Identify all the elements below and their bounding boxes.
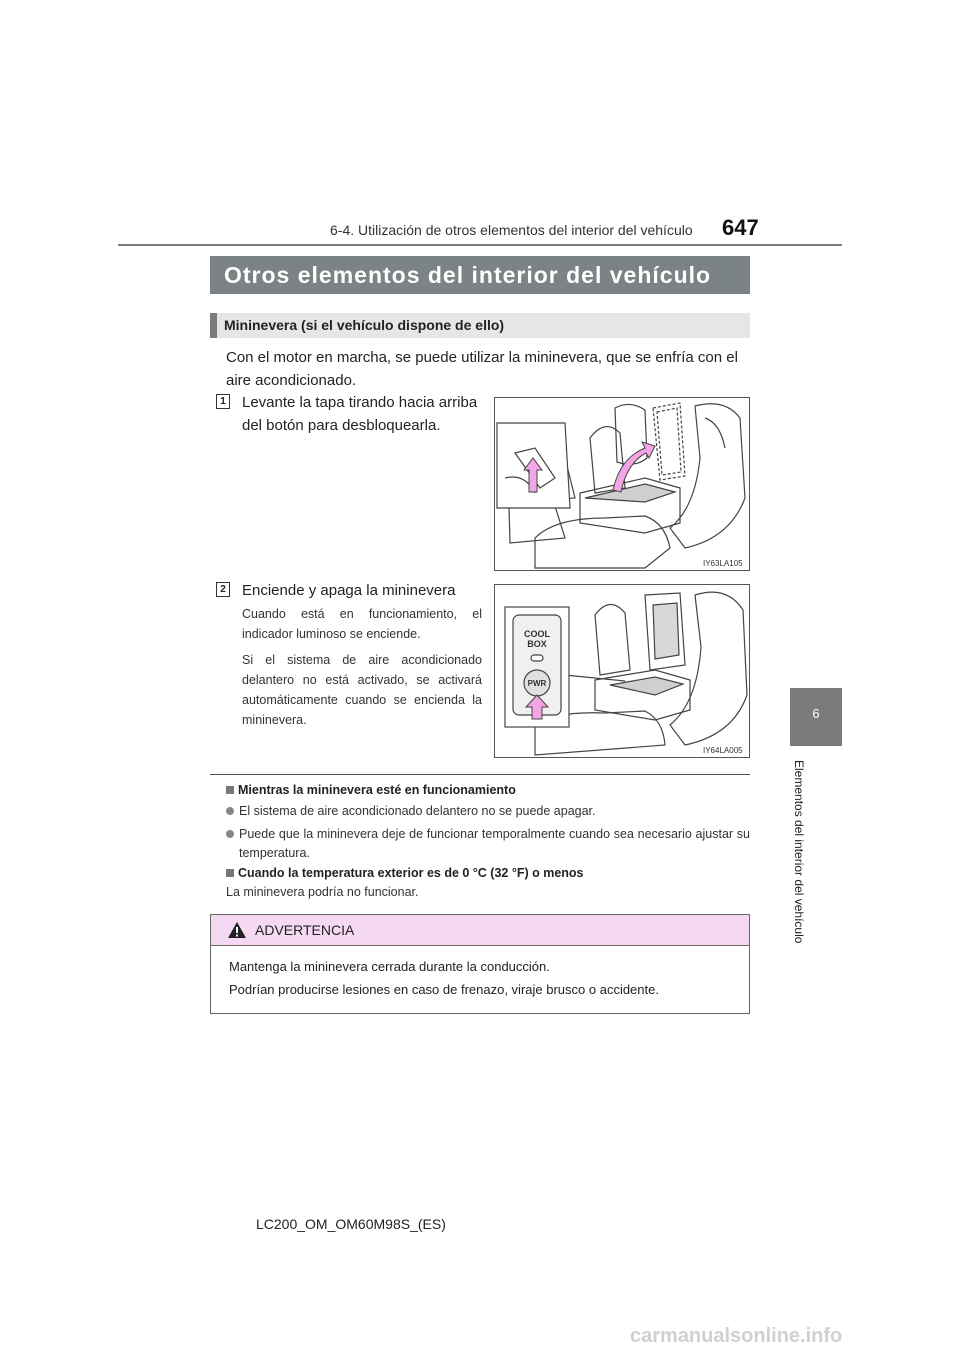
round-bullet-icon xyxy=(226,807,234,815)
chapter-side-label xyxy=(788,760,808,960)
round-bullet-icon xyxy=(226,830,234,838)
note-bullet xyxy=(239,802,750,821)
panel-pwr-label: PWR xyxy=(527,679,547,688)
chapter-tab-number: 6 xyxy=(812,706,820,721)
note-bullet-text: El sistema de aire acondicionado delantero no se puede apagar. xyxy=(239,804,596,818)
step-2-note-ac: Si el sistema de aire acondicionado delantero no está activado, se activará automáticamente cuando se encienda la mininevera. xyxy=(242,653,482,727)
panel-box-label: BOX xyxy=(527,639,547,649)
step-1-badge: 1 xyxy=(216,394,230,409)
note-bullet-text: Puede que la mininevera deje de funcionar temporalmente cuando sea necesario ajustar su temperatura. xyxy=(239,827,750,860)
note-heading-temperature-text: Cuando la temperatura exterior es de 0 °C (32 °F) o menos xyxy=(238,866,584,880)
section-path: 6-4. Utilización de otros elementos del interior del vehículo xyxy=(330,222,693,238)
illustration-lid-open xyxy=(494,397,750,571)
step-2-note-indicator: Cuando está en funcionamiento, el indicador luminoso se enciende. xyxy=(242,607,482,641)
footer-document-code: LC200_OM_OM60M98S_(ES) xyxy=(256,1216,446,1232)
note-heading-operation-text: Mientras la mininevera esté en funcionamiento xyxy=(238,783,516,797)
square-bullet-icon xyxy=(226,869,234,877)
section-divider xyxy=(210,774,750,775)
note-heading-temperature xyxy=(226,866,584,880)
subsection-heading-band xyxy=(210,313,750,338)
note-heading-operation xyxy=(226,783,516,797)
header-rule xyxy=(118,244,842,246)
page-number: 647 xyxy=(722,215,759,240)
illustration-1-code: IY63LA105 xyxy=(703,559,743,568)
step-2-text: Enciende y apaga la mininevera xyxy=(242,582,456,599)
note-body-temperature: La mininevera podría no funcionar. xyxy=(226,885,419,899)
warning-triangle-icon xyxy=(227,921,247,939)
step-1-text: Levante la tapa tirando hacia arriba del botón para desbloquearla. xyxy=(242,394,478,434)
illustration-2-code: IY64LA005 xyxy=(703,746,743,755)
intro-paragraph: Con el motor en marcha, se puede utilizar la mininevera, que se enfría con el aire acondicionado. xyxy=(226,349,738,389)
panel-cool-label: COOL xyxy=(524,629,550,639)
page-title: Otros elementos del interior del vehículo xyxy=(224,262,712,288)
subsection-heading: Mininevera (si el vehículo dispone de ello) xyxy=(224,317,505,333)
subsection-marker xyxy=(210,313,217,338)
watermark: carmanualsonline.info xyxy=(630,1325,843,1347)
illustration-power-button xyxy=(494,584,750,758)
chapter-tab xyxy=(790,688,842,746)
square-bullet-icon xyxy=(226,786,234,794)
illustration-lid-open-drawing xyxy=(495,398,749,570)
warning-line: Mantenga la mininevera cerrada durante la conducción. xyxy=(229,959,550,974)
note-bullet xyxy=(239,825,750,863)
page-title-band xyxy=(210,256,750,294)
warning-header xyxy=(211,915,749,946)
warning-title: ADVERTENCIA xyxy=(255,922,355,938)
warning-box xyxy=(210,914,750,1014)
illustration-power-button-drawing xyxy=(495,585,749,757)
step-2-badge: 2 xyxy=(216,582,230,597)
warning-line: Podrían producirse lesiones en caso de frenazo, viraje brusco o accidente. xyxy=(229,982,659,997)
chapter-side-label-text: Elementos del interior del vehículo xyxy=(792,760,806,944)
